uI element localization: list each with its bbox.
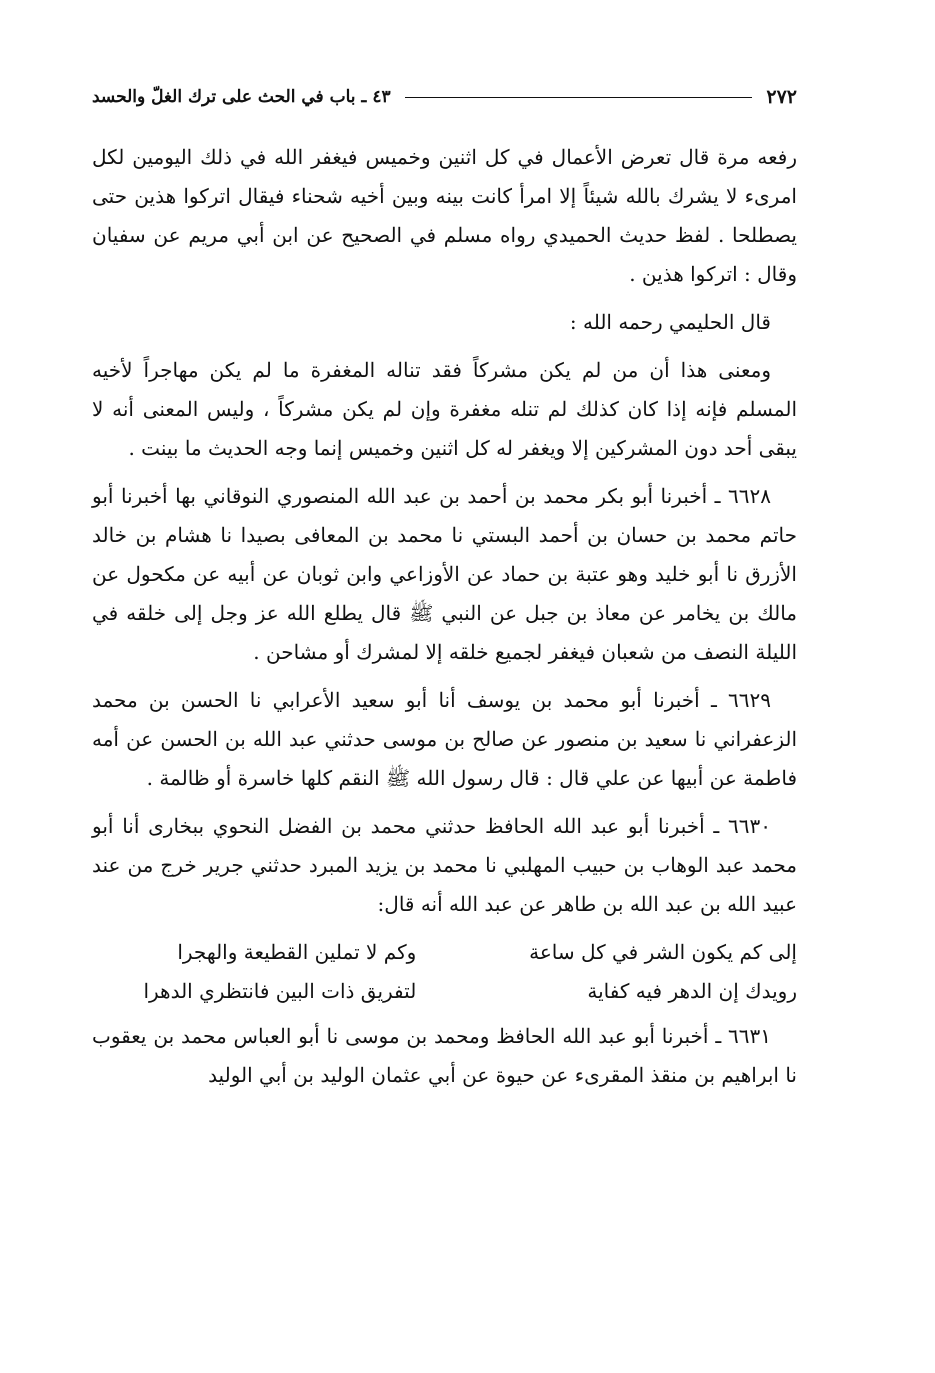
poem-verse-1 (92, 933, 797, 972)
paragraph-halimi-heading: قال الحليمي رحمه الله : (569, 310, 771, 334)
chapter-title: ٤٣ ـ باب في الحث على ترك الغلّ والحسد (92, 87, 391, 107)
header-rule (405, 97, 753, 98)
verse-2-first-hemistich: رويدك إن الدهر فيه كفاية (587, 979, 797, 1003)
verse-1-second-hemistich: وكم لا تملين القطيعة والهجرا (177, 940, 417, 964)
page-body (92, 138, 797, 1104)
hadith-6628: ٦٦٢٨ ـ أخبرنا أبو بكر محمد بن أحمد بن عبد الله المنصوري النوقاني بها أخبرنا أبو حاتم محمد بن حسان بن أحمد البستي نا محمد بن المعافى بصيدا نا هشام بن خالد الأزرق نا أبو خليد وهو عتبة بن حماد عن الأوزاعي وابن ثوبان عن أبيه عن مكحول عن مالك بن يخامر عن معاذ بن جبل عن النبي ﷺ قال يطلع الله عز وجل إلى خلقه في الليلة النصف من شعبان فيغفر لجميع خلقه إلا لمشرك أو مشاحن . (92, 484, 797, 664)
paragraph-halimi-commentary: ومعنى هذا أن من لم يكن مشركاً فقد تناله المغفرة ما لم يكن مهاجراً لأخيه المسلم فإنه إذا كان كذلك لم تنله مغفرة وإن لم يكن مشركاً ، وليس المعنى أنه لا يبقى أحد دون المشركين إلا ويغفر له كل اثنين وخميس إنما وجه الحديث ما بينت . (92, 358, 797, 460)
hadith-6631: ٦٦٣١ ـ أخبرنا أبو عبد الله الحافظ ومحمد بن موسى نا أبو العباس محمد بن يعقوب نا ابراهيم بن منقذ المقرىء عن حيوة عن أبي عثمان الوليد بن أبي الوليد (92, 1024, 797, 1087)
verse-1-first-hemistich: إلى كم يكون الشر في كل ساعة (529, 940, 797, 964)
running-header (92, 82, 797, 112)
paragraph-continuation: رفعه مرة قال تعرض الأعمال في كل اثنين وخميس فيغفر الله في ذلك اليومين لكل امرىء لا يشرك بالله شيئاً إلا امرأ كانت بينه وبين أخيه شحناء فيقال اتركوا هذين حتى يصطلحا . لفظ حديث الحميدي رواه مسلم في الصحيح عن ابن أبي مريم عن سفيان وقال : اتركوا هذين . (92, 145, 797, 286)
verse-2-second-hemistich: لتفريق ذات البين فانتظري الدهرا (143, 979, 417, 1003)
page-number: ٢٧٢ (766, 86, 797, 108)
hadith-6629: ٦٦٢٩ ـ أخبرنا أبو محمد بن يوسف أنا أبو سعيد الأعرابي نا الحسن بن محمد الزعفراني نا سعيد بن منصور عن صالح بن موسى حدثني عبد الله بن الحسن عن أمه فاطمة عن أبيها عن علي قال : قال رسول الله ﷺ النقم كلها خاسرة أو ظالمة . (92, 688, 797, 790)
hadith-6630: ٦٦٣٠ ـ أخبرنا أبو عبد الله الحافظ حدثني محمد بن الفضل النحوي ببخارى أنا أبو محمد عبد الوهاب بن حبيب المهلبي نا محمد بن يزيد المبرد حدثني جرير خرج من عند عبيد الله بن عبد الله بن طاهر عن عبد الله أنه قال: (92, 814, 797, 916)
poem (92, 933, 797, 1011)
poem-verse-2 (92, 972, 797, 1011)
